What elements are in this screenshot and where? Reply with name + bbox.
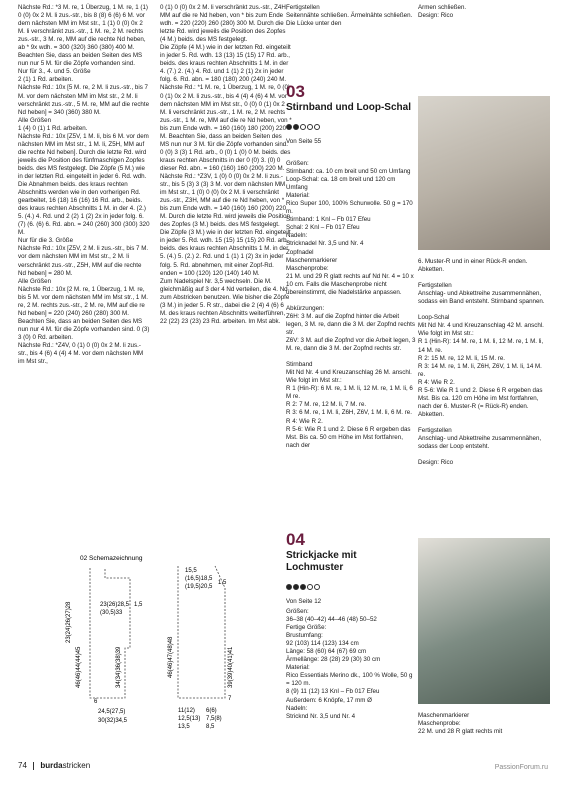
model-photo-headband bbox=[418, 96, 550, 250]
sleeve-side: 1,5 bbox=[218, 580, 227, 586]
pattern-03-text: Größen: Stirnband: ca. 10 cm breit und 50 cm Umfang Loop-Schal: ca. 18 cm breit und 120 cm Umfang Material: Rico Super 100, 100% Schurwolle. 50 g = 170 m. Stirnband: 1 Knl – Fb 017 Efeu Schal: 2 Knl – Fb 017 Efeu Nadeln: Stricknadel Nr. 3,5 und Nr. 4 Zopfnadel Maschenmarkierer Maschenprobe: 21 M. und 29 R glatt rechts auf Nd Nr. 4 = 10 x 10 cm. Falls die Maschenprobe nicht übereinstimmt, die Nadelstärke anpassen. Abkürzungen: Z6H: 3 M. auf die Zopfnd hinter die Arbeit legen, 3 M. re, dann die 3 M. der Zopfnd rechts str. Z6V: 3 M. auf die Zopfnd vor die Arbeit legen, 3 M. re, dann die 3 M. der Zopfnd rechts str. Stirnband Mit Nd Nr. 4 und Kreuzanschlag 26 M. anschl. Wie folgt im Mst str.: R 1 (Hin-R): 6 M. re, 1 M. li, 12 M. re, 1 M. li, 6 M re. R 2: 7 M. re, 12 M. li, 7 M. re. R 3: 6 M. re, 1 M. li, Z6H, Z6V, 1 M. li, 6 M. re. R 4: Wie R 2. R 5-6: Wie R 1 und 2. Diese 6 R ergeben das Mst. Bis ca. 50 cm Höhe im Mst fortfahren, nach der bbox=[286, 160, 416, 449]
pattern-title: Stirnband und Loop-Schal bbox=[286, 102, 411, 113]
sleeve-cuff-3: 8,5 bbox=[206, 724, 215, 730]
pattern-04-text: Größen: 36–38 (40–42) 44–46 (48) 50–52 Fertige Größe: Brustumfang: 92 (103) 114 (123) 134 cm Länge: 58 (60) 64 (67) 69 cm Ärmellänge: 28 (28) 29 (30) 30 cm Material: Rico Essentials Merino dk., 100 % Wolle, 50 g = 120 m. 8 (9) 11 (12) 13 Knl – Fb 017 Efeu Außerdem: 6 Knöpfe, 17 mm Ø Nadeln: Stricknd Nr. 3,5 und Nr. 4 bbox=[286, 608, 413, 720]
page-footer bbox=[18, 761, 90, 770]
schematic-svg bbox=[60, 548, 282, 748]
instruction-column-2: 0 (1) 0 (0) 0x 2 M. li verschränkt zus.-str., Z4H, MM auf die re Nd heben, von * bis zum Ende wdh. = 220 (220) 260 (280) 300 M. Durch die letzte Rd. wird jeweils die Position des Zopfes (4 M.) beids. des MS festgelegt. Die Zöpfe (4 M.) wie in der letzten Rd. eingeteilt in jeder 5. Rd. wdh. 13 (13) 15 (15) 17 Rd. arb., beids. des kraus rechten Abschnitts 1 M. in der 4. (7.) 2. (4.) 4. Rd. und 1 (1) 2 (1) 2x in jeder folg. 6. Rd. abn. = 180 (180) 200 (240) 240 M. Nächste Rd.: *1 M. re, 1 Überzug, 1 M. re, 0 (0) 0 (1) 0x 2 M. li zus.-str., bis 4 (4) 4 (6) 4 M. vor dem nächsten MM im Mst str., 0 (0) 0 (1) 0x 2 M. li verschränkt zus.-str., 1 M. re, 2 M. rechts zus.-str., 1 M. re, MM auf die re Nd heben, von * bis zum Ende wdh. = 160 (160) 180 (200) 220 M. Beachten Sie, dass an beiden Seiten des MS nun nur 3 M. für die Zöpfe vorhanden sind. 0 (0) 3 (3) 1 Rd. arb., 0 (0) 1 (0) 0 M. beids. des kraus rechten Abschnitts in der 0 (0) 3. (0) 0 dieser Rd. abn. = 160 (160) 160 (200) 220 M. Nächste Rd.: *Z3V, 1 (0) 0 (0) 0x 2 M. li zus.-str., bis 5 (3) 3 (3) 3 M. vor dem nächsten MM im Mst str., 1 (0) 0 (0) 0x 2 M. li verschränkt zus.-str., Z3H, MM auf die re Nd heben, von * bis zum Ende wdh. = 140 (160) 160 (200) 220 M. Durch die letzte Rd. wird jeweils die Position des Zopfes (3 M.) beids. des MS festgelegt. Die Zöpfe (3 M.) wie in der letzten Rd. eingeteilt in jeder 5. Rd. wdh. 15 (15) 15 (15) 20 Rd. arb., beids. des kraus rechten Abschnitts 1 M. in der 5. (4.) 5. (2.) 2. Rd. und 1 (1) 1 (2) 3x in jeder folg. 5. Rd. abnehmen, mit einer Zopf-Rd. enden = 100 (120) 120 (140) 140 M. Zum Nadelspiel Nr. 3,5 wechseln. Die M. gleichmäßig auf 3 der 4 Nd verteilen, die 4. Nd zum Abstricken benutzen. Wie bisher die Zöpfe (3 M.) in jeder 5. R str., dabei die 2 (4) 4 (6) 6 M. des kraus rechten Abschnitts weiterführen, 22 (22) 23 (23) 23 Rd. arbeiten. Im Mst abk. bbox=[160, 4, 292, 325]
sleeve-bottom-3: 13,5 bbox=[178, 724, 190, 730]
pattern-title: Strickjacke mit Lochmuster bbox=[286, 550, 357, 573]
pattern-number: 03 bbox=[286, 82, 305, 101]
model-photo-cardigan bbox=[418, 538, 550, 704]
hem-height: 6 bbox=[94, 699, 98, 705]
cuff-height: 7 bbox=[228, 696, 232, 702]
body-height: 23(24)26(27)28 bbox=[66, 601, 72, 643]
difficulty-rating bbox=[286, 117, 416, 135]
brand-name-suffix: stricken bbox=[62, 761, 91, 770]
pattern-number: 04 bbox=[286, 530, 305, 549]
shoulder-width-2: (30,5)33 bbox=[100, 610, 123, 616]
body-outline bbox=[90, 568, 130, 698]
finishing-text: Fertigstellen Seitennähte schließen. Ärmelnähte schließen. Die Lücke unter den bbox=[286, 4, 413, 28]
inner-height: 34(34)36(38)39 bbox=[116, 646, 122, 688]
neck-measure: 1,5 bbox=[134, 602, 143, 608]
difficulty-rating bbox=[286, 577, 416, 595]
watermark: PassionForum.ru bbox=[494, 764, 548, 771]
sleeve-bottom-2: 12,5(13) bbox=[178, 716, 201, 722]
sleeve-top-3: (19,5)20,5 bbox=[185, 584, 213, 590]
sleeve-top-2: (16,5)18,5 bbox=[185, 576, 213, 582]
pattern-04-header bbox=[286, 530, 416, 605]
sleeve-length: 46(46)47(48)48 bbox=[168, 636, 174, 678]
page-reference: Von Seite 55 bbox=[286, 138, 322, 145]
sleeve-length-2: 39(39)40(41)41 bbox=[228, 646, 234, 688]
sleeve-cuff: 6(6) bbox=[206, 708, 217, 714]
page-reference: Von Seite 12 bbox=[286, 598, 322, 605]
pattern-04-continued: Maschenmarkierer Maschenprobe: 22 M. und 28 R glatt rechts mit bbox=[418, 712, 503, 736]
pattern-03-continued: 6. Muster-R und in einer Rück-R enden. Abketten. Fertigstellen Anschlag- und Abkettreihe zusammennähen, sodass ein Band entsteht. Stirnband spannen. Loop-Schal Mit Nd Nr. 4 und Kreuzanschlag 42 M. anschl. Wie folgt im Mst str.: R 1 (Hin-R): 14 M. re, 1 M. li, 12 M. re, 1 M. li, 14 M. re. R 2: 15 M. re, 12 M. li, 15 M. re. R 3: 14 M. re, 1 M. li, Z6H, Z6V, 1 M. li, 14 M. re. R 4: Wie R 2. R 5-6: Wie R 1 und 2. Diese 6 R ergeben das Mst. Bis ca. 120 cm Höhe im Mst fortfahren, nach der 6. Muster-R (= Rück-R) enden. Abketten. Fertigstellen Anschlag- und Abkettreihe zusammennähen, sodass der Loop entsteht. Design: Rico bbox=[418, 258, 545, 467]
instruction-column-1: Nächste Rd.: *3 M. re, 1 Überzug, 1 M. re, 1 (1) 0 (0) 0x 2 M. li zus.-str., bis 8 (8) 6 (6) 6 M. vor dem nächsten MM im Mst str., 1 (1) 0 (0) 0x 2 M. li verschränkt zus.-str., 1 M. re, 2 M. rechts zus.-str., 3 M. re, MM auf die rechte Nd heben, ab * 9x wdh. = 300 (320) 360 (380) 400 M. Beachten Sie, dass an beiden Seiten des MS nun nur 5 M. für die Zöpfe vorhanden sind. Nur für 3., 4. und 5. Größe 2 (1) 1 Rd. arbeiten. Nächste Rd.: 10x [5 M. re, 2 M. li zus.-str., bis 7 M. vor dem nächsten MM im Mst str., 2 M. li verschränkt zus.-str., 5 M. re, MM auf die rechte Nd heben] = 340 (360) 380 M. Alle Größen 1 (4) 0 (1) 1 Rd. arbeiten. Nächste Rd.: 10x [Z5V, 1 M. li, bis 6 M. vor dem nächsten MM im Mst str., 1 M. li, Z5H, MM auf die rechte Nd heben]. Durch die letzte Rd. wird jeweils die Position des fünfmaschigen Zopfes beids. des MS festgelegt. Die Zöpfe (5 M.) wie in der letzten Rd. eingeteilt in jeder 6. Rd. wdh. Die Abnahmen beids. des kraus rechten Abschnitts werden wie in den vorherigen Rd. gearbeitet, 16 (18) 16 (16) 16 Rd. arb., beids. des kraus rechten Abschnitts 1 M. in der 4. (2.) 5. (4.) 4. Rd. und 2 (2) 1 (2) 2x in jeder folg. 6. (7) (6. (6) 6. Rd. abn. = 240 (260) 300 (300) 320 M. Nur für die 3. Größe Nächste Rd.: 10x [Z5V, 2 M. li zus.-str., bis 7 M. vor dem nächsten MM im Mst str., 2 M. li verschränkt zus.-str., Z5H, MM auf die rechte Nd heben] = 280 M. Alle Größen Nächste Rd.: 10x [2 M. re, 1 Überzug, 1 M. re, bis 5 M. vor dem nächsten MM im Mst str., 1 M. re, 2 M. rechts zus.-str., 2 M. re, MM auf die re Nd heben] = 220 (240) 260 (280) 300 M. Beachten Sie, dass an beiden Seiten des MS nun nur 4 M. für die Zöpfe vorhanden sind. 0 (3) 3 (0) 0 Rd. arbeiten. Nächste Rd.: *Z4V, 0 (1) 0 (0) 0x 2 M. li zus.-str., bis 4 (6) 4 (4) 4 M. vor dem nächsten MM im Mst str., bbox=[18, 4, 150, 366]
bottom-width: 24,5(27,5) bbox=[98, 709, 126, 715]
diagram-title: 02 Schemazeichnung bbox=[80, 555, 143, 562]
pattern-03-header bbox=[286, 82, 416, 145]
bottom-width-2: 30(32)34,5 bbox=[98, 718, 128, 724]
schematic-drawing bbox=[60, 548, 282, 748]
body-height-2: 46(46)44(44)45 bbox=[76, 646, 82, 688]
sleeve-bottom: 11(12) bbox=[178, 708, 195, 714]
page-number: 74 bbox=[18, 761, 27, 770]
design-credit-top: Armen schließen. Design: Rico bbox=[418, 4, 467, 20]
shoulder-width: 23(26)28,5 bbox=[100, 602, 130, 608]
brand-name: burda bbox=[40, 761, 63, 770]
sleeve-cuff-2: 7,5(8) bbox=[206, 716, 222, 722]
sleeve-top: 15,5 bbox=[185, 568, 197, 574]
